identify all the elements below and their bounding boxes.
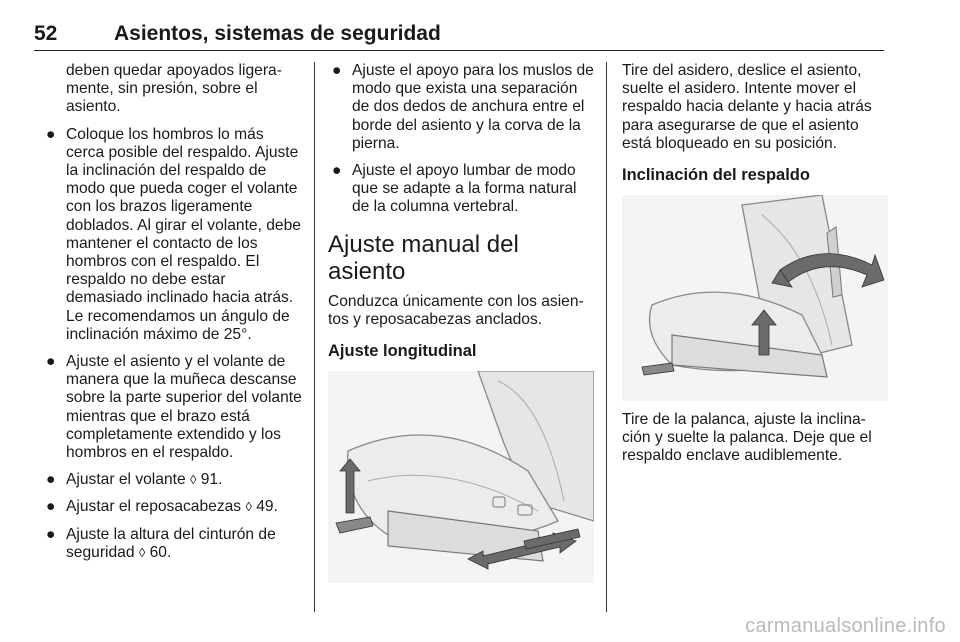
paragraph-slide-instructions: Tire del asidero, deslice el asiento, suelte el asidero. Intente mover el respaldo hacia delante y hacia atrás para asegurarse de que el asiento está bloqueado en su posición. [622,62,872,152]
bullet-icon: ● [46,525,56,543]
column-divider [606,62,607,612]
column-2 [328,62,594,593]
page-ref-arrow-icon: ◊ [138,544,146,560]
page-ref-link[interactable]: 60. [149,543,172,561]
column-1 [42,62,304,571]
bullet-list-1 [42,126,304,562]
bullet-list-2 [328,62,594,217]
list-item: ● Ajuste el asiento y el volante de manera que la muñeca descanse sobre la parte superior del volante mientras que el brazo está completamente extendido y los hombros en el respaldo. [46,353,302,462]
list-item: ● Ajuste el apoyo lumbar de modo que se adapte a la forma natural de la columna vertebral. [332,162,577,216]
paragraph-tilt-instructions: Tire de la palanca, ajuste la inclinación y suelte la palanca. Deje que el respaldo enclave audiblemente. [622,411,872,465]
page-number: 52 [34,22,58,45]
bullet-icon: ● [46,471,56,489]
page-ref-link[interactable]: 91. [200,471,223,489]
list-item: ● Ajustar el volante ◊ 91. [46,471,223,489]
page-ref-arrow-icon: ◊ [189,472,197,488]
seat-longitudinal-illustration [328,371,594,583]
subsection-title-longitudinal: Ajuste longitudinal [328,342,477,361]
backrest-tilt-illustration [622,195,888,401]
column-3 [622,62,888,475]
page-title: Asientos, sistemas de seguridad [114,22,441,45]
list-item: ● Coloque los hombros lo más cerca posible del respaldo. Ajuste la inclinación del respaldo de modo que pueda coger el volante con los brazos ligeramente doblados. Al girar el volante, debe mantener el contacto de los hombros con el respaldo. El respaldo no debe estar demasiado inclinado hacia atrás. Le recomendamos un ángulo de inclinación máximo de 25°. [46,125,301,343]
page-ref-arrow-icon: ◊ [245,499,252,515]
page-ref-link[interactable]: 49. [256,498,278,516]
bullet-icon: ● [332,62,342,79]
subsection-title-backrest: Inclinación del respaldo [622,166,810,185]
bullet-icon: ● [46,498,56,516]
bullet-icon: ● [46,125,56,143]
page-header [34,20,884,51]
list-item: ● Ajustar el reposacabezas ◊ 49. [46,498,278,516]
intro-paragraph: deben quedar apoyados ligeramente, sin presión, sobre el asiento. [66,62,282,116]
bullet-icon: ● [332,162,342,180]
seat-slide-icon [328,371,594,583]
seat-recline-icon [622,195,888,401]
section-title: Ajuste manual del asiento [328,230,519,285]
list-item: ● Ajuste el apoyo para los muslos de modo que exista una separación de dos dedos de anchura entre el borde del asiento y la corva de la pierna. [332,62,594,152]
section-paragraph: Conduzca únicamente con los asientos y reposacabezas anclados. [328,292,584,328]
bullet-icon: ● [46,353,56,371]
list-item: ● Ajuste la altura del cinturón de seguridad ◊ 60. [46,525,276,561]
watermark: carmanualsonline.info [745,615,946,637]
column-divider [314,62,315,612]
